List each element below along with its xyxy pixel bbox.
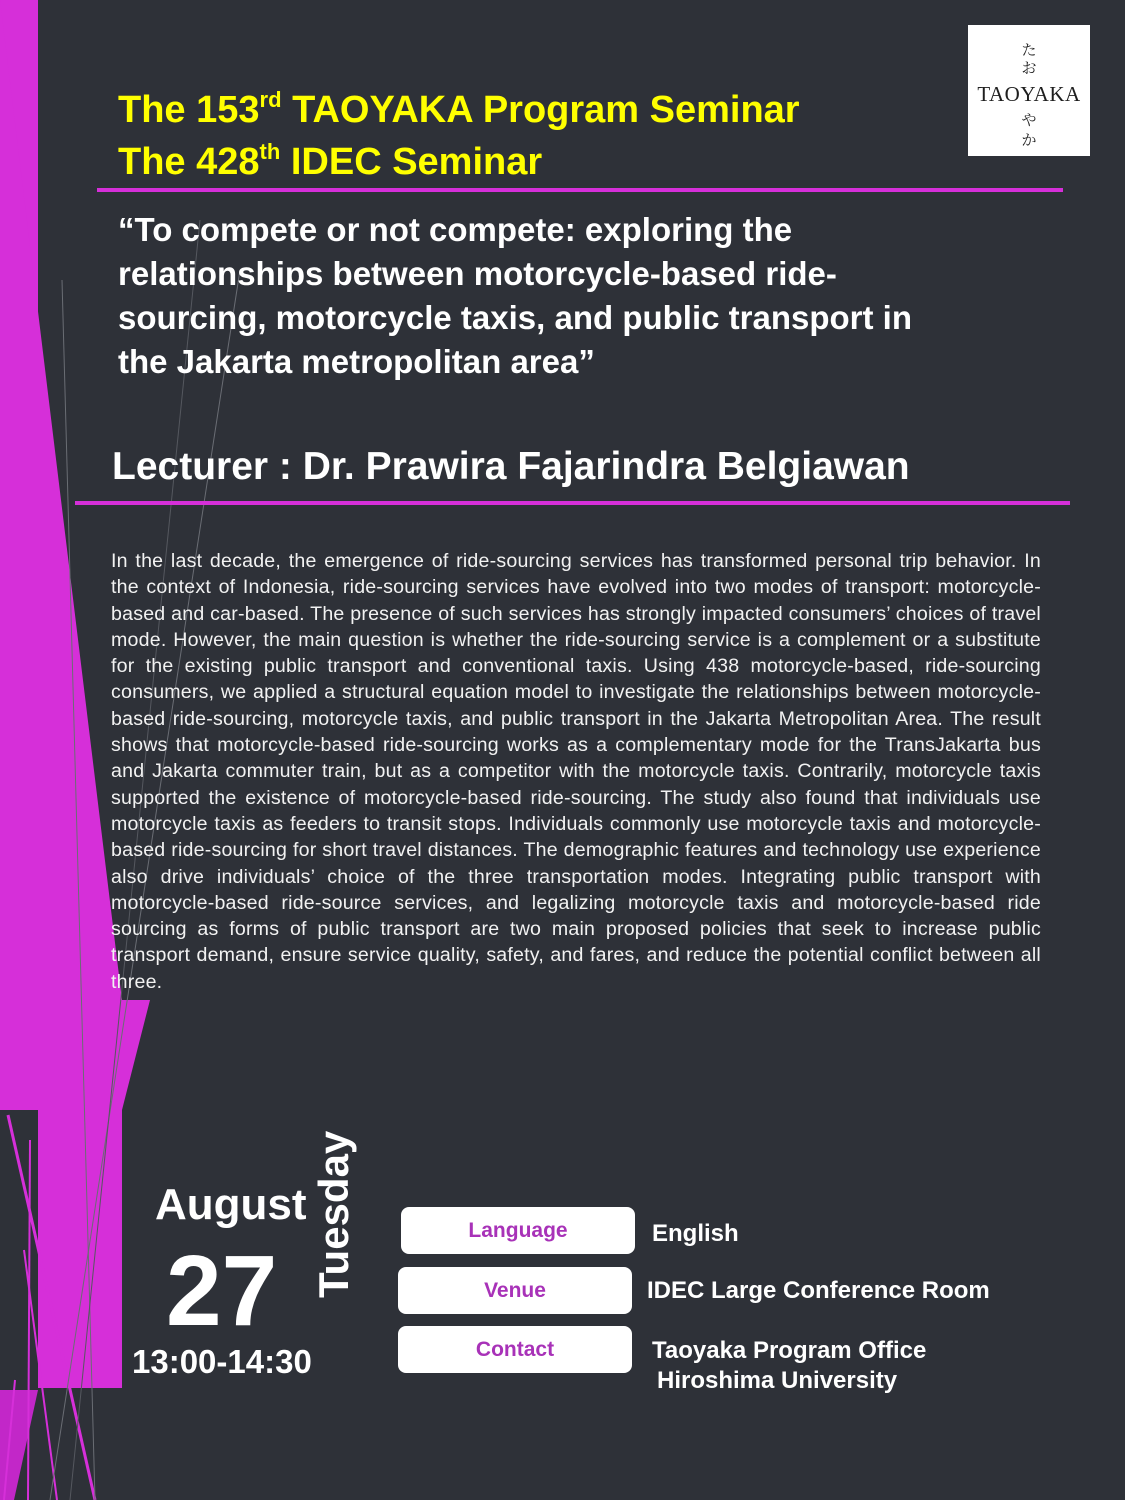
date-month: August <box>155 1180 307 1229</box>
venue-label: Venue <box>398 1267 632 1314</box>
seminar-name: TAOYAKA Program Seminar <box>281 89 800 131</box>
seminar-number: The 153 <box>118 89 260 131</box>
abstract-text: In the last decade, the emergence of ride-sourcing services has transformed personal trip behavior. In the context of Indonesia, ride-sourcing services have evolved into two modes of transport: motorcycle-based and car-based. The presence of such services has strongly impacted consumers’ choices of travel mode. However, the main question is whether the ride-sourcing service is a complement or a substitute for the existing public transport and conventional taxis. Using 438 motorcycle-based, ride-sourcing consumers, we applied a structural equation model to investigate the relationships between motorcycle-based ride-sourcing, motorcycle taxis, and public transport in the Jakarta Metropolitan Area. The result shows that motorcycle-based ride-sourcing works as a complementary mode for the TransJakarta bus and Jakarta commuter train, but as a competitor with the motorcycle taxis. Contrarily, motorcycle taxis supported the existence of motorcycle-based ride-sourcing. The study also found that individuals use motorcycle taxis as feeders to transit stops. Individuals commonly use motorcycle taxis and motorcycle-based ride-sourcing for short travel distances. The demographic features and technology use experience also drive individuals’ choice of the three transportation modes. Integrating public transport with motorcycle-based ride-source services, and legalizing motorcycle taxis and motorcycle-based ride sourcing as forms of public transport are two main proposed policies that seek to increase public transport demand, ensure service quality, safety, and fares, and reduce the potential conflict between all three. <box>111 550 1041 993</box>
logo-kana: お <box>1021 61 1037 77</box>
contact-office: Taoyaka Program Office <box>652 1337 927 1364</box>
logo-wordmark: TAOYAKA <box>977 82 1081 106</box>
talk-title: “To compete or not compete: exploring the relationships between motorcycle-based ride- sourcing, motorcycle taxis, and public transport in the Jakarta metropolitan area” <box>118 211 912 380</box>
ordinal-suffix: rd <box>259 87 282 112</box>
date-time: 13:00-14:30 <box>132 1343 312 1380</box>
logo-kana: た <box>1021 43 1037 59</box>
date-weekday: Tuesday <box>310 1130 357 1298</box>
seminar-name: IDEC Seminar <box>280 141 543 183</box>
venue-value: IDEC Large Conference Room <box>647 1277 990 1304</box>
date-day: 27 <box>166 1235 278 1347</box>
contact-label: Contact <box>398 1326 632 1373</box>
seminar-number: The 428 <box>118 141 260 183</box>
logo-kana: や <box>1021 113 1037 129</box>
language-value: English <box>652 1220 739 1247</box>
seminar-title-idec <box>118 139 542 184</box>
contact-university: Hiroshima University <box>657 1367 898 1394</box>
taoyaka-logo <box>968 25 1090 156</box>
seminar-title-taoyaka <box>118 87 800 132</box>
magenta-accent-line <box>28 1140 30 1500</box>
lecturer-name: Lecturer : Dr. Prawira Fajarindra Belgiawan <box>112 445 910 488</box>
language-label: Language <box>401 1207 635 1254</box>
ordinal-suffix: th <box>259 139 281 164</box>
logo-kana: か <box>1021 133 1037 149</box>
